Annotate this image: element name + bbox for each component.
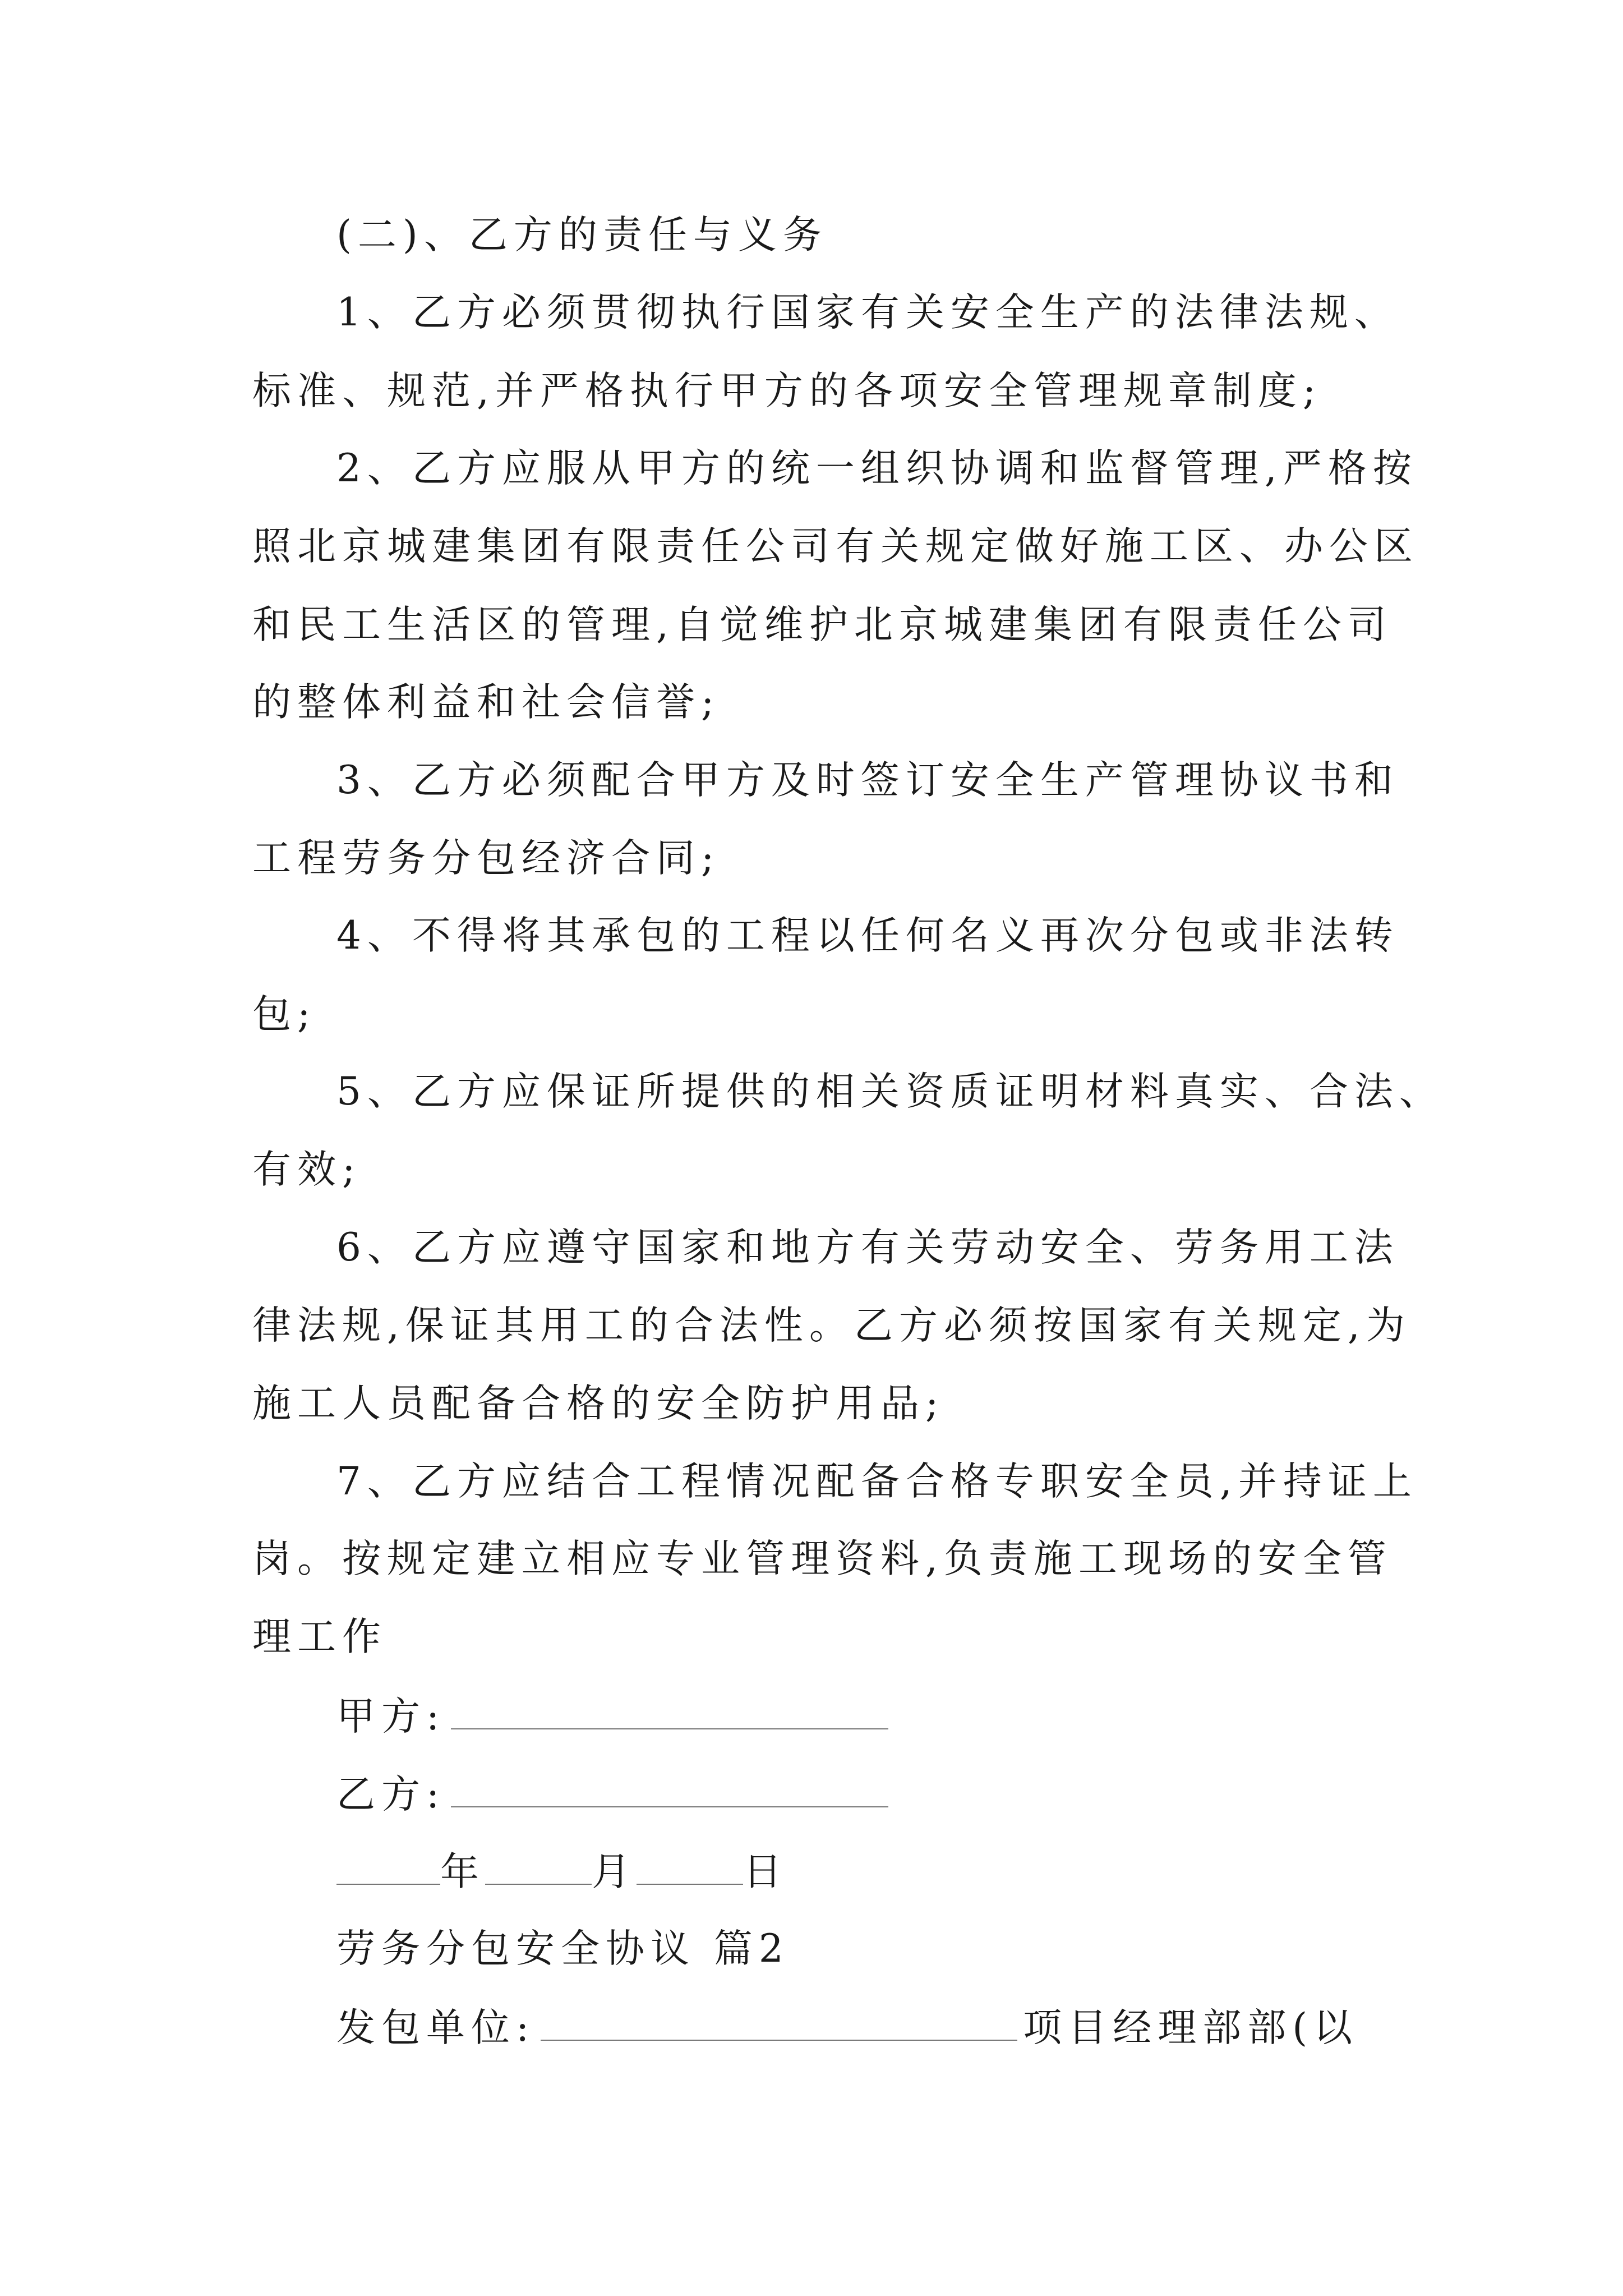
month-field[interactable] bbox=[485, 1851, 592, 1885]
next-section-title: 劳务分包安全协议 篇2 bbox=[336, 1926, 790, 1971]
contractor-row bbox=[336, 2005, 1359, 2050]
item-2-line-3: 和民工生活区的管理,自觉维护北京城建集团有限责任公司 bbox=[252, 602, 1393, 647]
item-7-line-3: 理工作 bbox=[252, 1614, 387, 1659]
item-6-line-1: 6、乙方应遵守国家和地方有关劳动安全、劳务用工法 bbox=[336, 1225, 1399, 1270]
item-5-line-1: 5、乙方应保证所提供的相关资质证明材料真实、合法、 bbox=[336, 1069, 1444, 1114]
contractor-suffix: 项目经理部部(以 bbox=[1023, 2005, 1359, 2050]
contractor-label: 发包单位: bbox=[336, 2005, 536, 2050]
item-1-line-2: 标准、规范,并严格执行甲方的各项安全管理规章制度; bbox=[252, 369, 1322, 413]
contractor-field[interactable] bbox=[541, 2007, 1017, 2041]
date-row bbox=[336, 1851, 788, 1892]
item-6-line-2: 律法规,保证其用工的合法性。乙方必须按国家有关规定,为 bbox=[252, 1303, 1411, 1348]
item-5-line-2: 有效; bbox=[252, 1147, 362, 1192]
item-3-line-2: 工程劳务分包经济合同; bbox=[252, 836, 721, 881]
party-a-signature-field[interactable] bbox=[451, 1696, 888, 1729]
item-7-line-1: 7、乙方应结合工程情况配备合格专职安全员,并持证上 bbox=[336, 1459, 1418, 1504]
year-field[interactable] bbox=[336, 1851, 440, 1885]
party-a-label: 甲方: bbox=[336, 1694, 446, 1739]
party-a-signature-row bbox=[336, 1694, 888, 1739]
party-b-signature-row bbox=[336, 1772, 888, 1817]
party-b-signature-field[interactable] bbox=[451, 1774, 888, 1807]
section-heading: (二)、乙方的责任与义务 bbox=[336, 213, 828, 257]
day-label: 日 bbox=[743, 1849, 788, 1894]
party-b-label: 乙方: bbox=[336, 1772, 446, 1817]
item-6-line-3: 施工人员配备合格的安全防护用品; bbox=[252, 1381, 945, 1426]
item-3-line-1: 3、乙方必须配合甲方及时签订安全生产管理协议书和 bbox=[336, 758, 1399, 803]
month-label: 月 bbox=[592, 1849, 637, 1894]
item-7-line-2: 岗。按规定建立相应专业管理资料,负责施工现场的安全管 bbox=[252, 1536, 1393, 1581]
item-4-line-1: 4、不得将其承包的工程以任何名义再次分包或非法转 bbox=[336, 913, 1399, 958]
item-2-line-4: 的整体利益和社会信誉; bbox=[252, 680, 721, 725]
year-label: 年 bbox=[440, 1849, 485, 1894]
item-4-line-2: 包; bbox=[252, 992, 317, 1037]
day-field[interactable] bbox=[637, 1851, 743, 1885]
item-1-line-1: 1、乙方必须贯彻执行国家有关安全生产的法律法规、 bbox=[336, 290, 1399, 335]
item-2-line-1: 2、乙方应服从甲方的统一组织协调和监督管理,严格按 bbox=[336, 446, 1418, 491]
item-2-line-2: 照北京城建集团有限责任公司有关规定做好施工区、办公区 bbox=[252, 524, 1419, 569]
